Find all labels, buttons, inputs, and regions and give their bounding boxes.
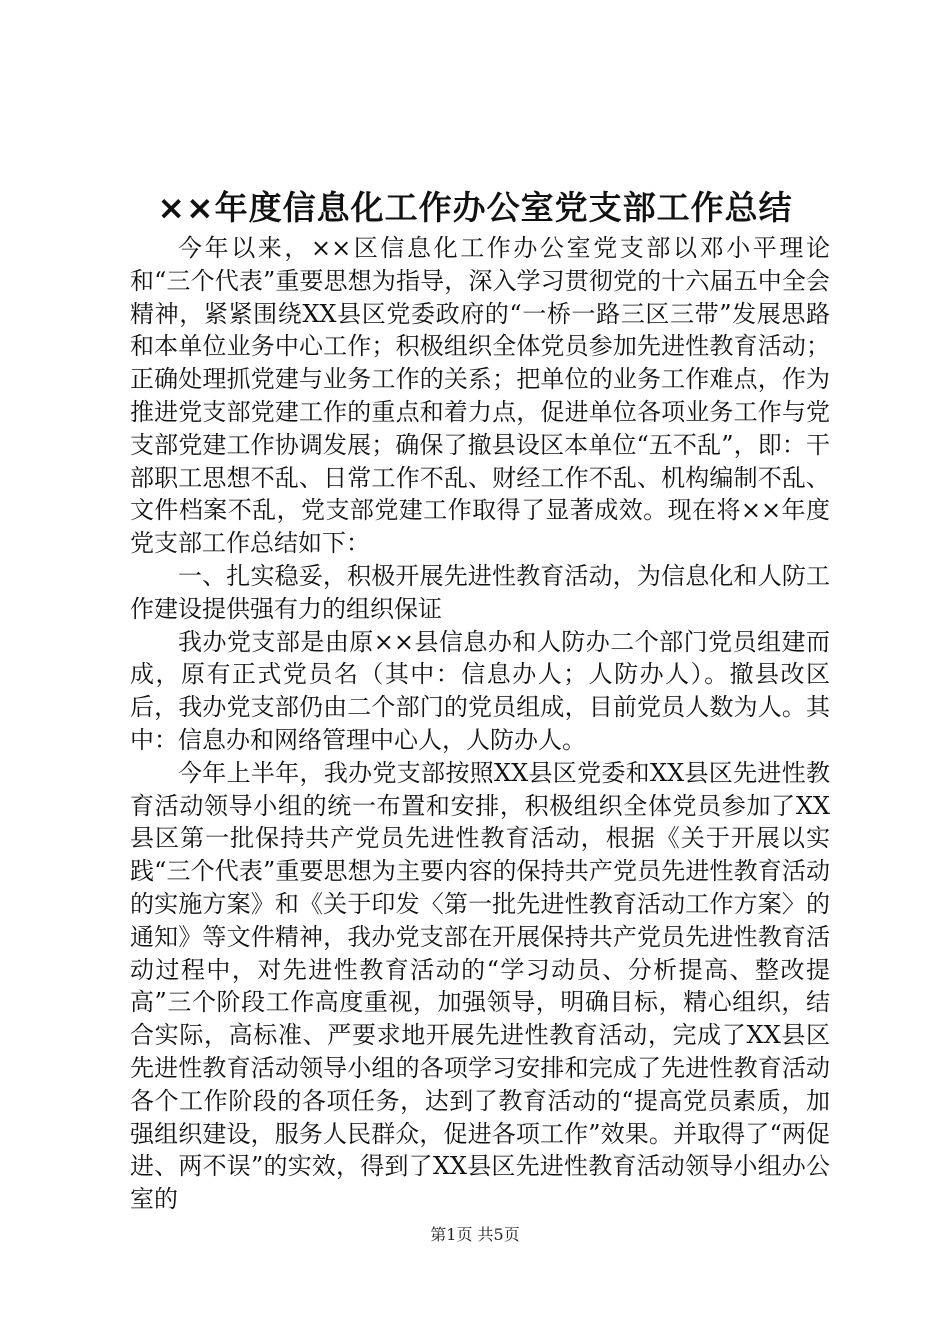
document-title: ××年度信息化工作办公室党支部工作总结 xyxy=(157,188,793,227)
page-number-footer: 第1页 共5页 xyxy=(430,1225,520,1244)
paragraph-intro: 今年以来，××区信息化工作办公室党支部以邓小平理论和“三个代表”重要思想为指导，深入学习贯彻党的十六届五中全会精神，紧紧围绕XX县区党委政府的“一桥一路三区三带”发展思路和本单位业务中心工作；积极组织全体党员参加先进性教育活动；正确处理抓党建与业务工作的关系；把单位的业务工作难点，作为推进党支部党建工作的重点和着力点，促进单位各项业务工作与党支部党建工作协调发展；确保了撤县设区本单位“五不乱”，即：干部职工思想不乱、日常工作不乱、财经工作不乱、机构编制不乱、文件档案不乱，党支部党建工作取得了显著成效。现在将××年度党支部工作总结如下： xyxy=(130,234,830,558)
paragraph-education-activity: 今年上半年，我办党支部按照XX县区党委和XX县区先进性教育活动领导小组的统一布置和安排，积极组织全体党员参加了XX县区第一批保持共产党员先进性教育活动，根据《关于开展以实践“三个代表”重要思想为主要内容的保持共产党员先进性教育活动的实施方案》和《关于印发〈第一批先进性教育活动工作方案〉的通知》等文件精神，我办党支部在开展保持共产党员先进性教育活动过程中，对先进性教育活动的“学习动员、分析提高、整改提高”三个阶段工作高度重视，加强领导，明确目标，精心组织，结合实际，高标准、严要求地开展先进性教育活动，完成了XX县区先进性教育活动领导小组的各项学习安排和完成了先进性教育活动各个工作阶段的各项任务，达到了教育活动的“提高党员素质，加强组织建设，服务人民群众，促进各项工作”效果。并取得了“两促进、两不误”的实效，得到了XX县区先进性教育活动领导小组办公室的 xyxy=(130,758,830,1214)
document-body xyxy=(130,232,830,1216)
section-heading-1: 一、扎实稳妥，积极开展先进性教育活动，为信息化和人防工作建设提供强有力的组织保证 xyxy=(130,561,830,623)
paragraph-branch-composition: 我办党支部是由原××县信息办和人防办二个部门党员组建而成，原有正式党员名（其中：信息办人；人防办人）。撤县改区后，我办党支部仍由二个部门的党员组成，目前党员人数为人。其中：信息办和网络管理中心人，人防办人。 xyxy=(130,627,830,754)
